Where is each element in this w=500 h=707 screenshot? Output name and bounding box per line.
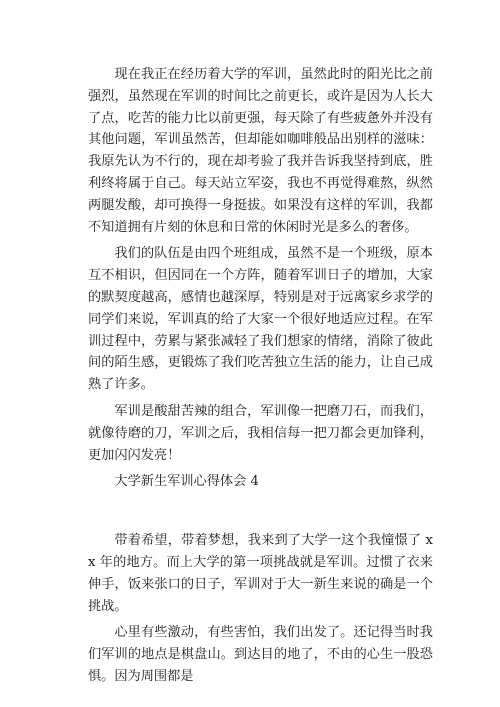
document-page bbox=[88, 64, 433, 688]
paragraph-3: 军训是酸甜苦辣的组合，军训像一把磨刀石，而我们，就像待磨的刀，军训之后，我相信每一把刀都会更加锋利，更加闪闪发亮！ bbox=[88, 403, 433, 463]
paragraph-5: 心里有些激动，有些害怕，我们出发了。还记得当时我们军训的地点是棋盘山。到达目的地了，不由的心生一股恐惧。因为周围都是 bbox=[88, 625, 433, 684]
paragraph-1: 现在我正在经历着大学的军训，虽然此时的阳光比之前强烈，虽然现在军训的时间比之前更长，或许是因为人长大了点，吃苦的能力比以前更强，每天除了有些疲惫外并没有其他问题，军训虽然苦，但却能如咖啡般品出别样的滋味：我原先认为不行的，现在却考验了我并告诉我坚持到底，胜利终将属于自己。每天站立军姿，我也不再觉得难熬，纵然两腿发酸，却可换得一身挺拔。如果没有这样的军训，我都不知道拥有片刻的休息和日常的休闲时光是多么的奢侈。 bbox=[88, 67, 433, 235]
paragraph-2: 我们的队伍是由四个班组成，虽然不是一个班级，原本互不相识，但因同在一个方阵，随着军训日子的增加，大家的默契度越高，感情也越深厚，特别是对于远离家乡求学的同学们来说，军训真的给了大家一个很好地适应过程。在军训过程中，劳累与紧张减轻了我们想家的情绪，消除了彼此间的陌生感，更锻炼了我们吃苦独立生活的能力，让自己成熟了许多。 bbox=[88, 246, 433, 393]
paragraph-4: 带着希望，带着梦想，我来到了大学一这个我憧憬了 xx 年的地方。而上大学的第一项挑战就是军训。过惯了衣来伸手，饭来张口的日子，军训对于大一新生来说的确是一个挑战。 bbox=[88, 533, 433, 614]
section-title: 大学新生军训心得体会 4 bbox=[114, 474, 259, 490]
